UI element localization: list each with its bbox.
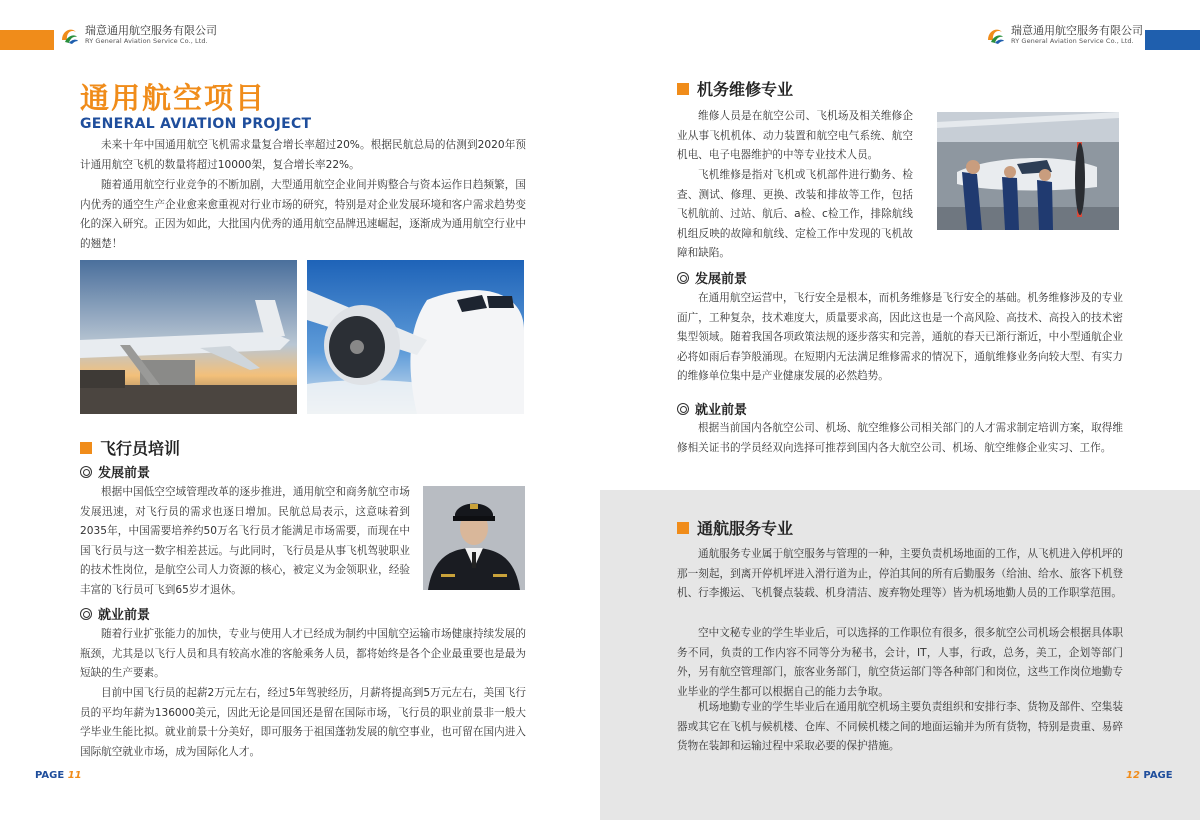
maintenance-dev-paragraph: 在通用航空运营中，飞行安全是根本，而机务维修是飞行安全的基础。机务维修涉及的专业面广，工种复杂，技术难度大，质量要求高，因此这也是一个高风险、高技术、高投入的技术密集型领域。随着我国各项政策法规的逐步落实和完善，通航的春天已渐行渐近，中小型通航企业必将如雨后春笋般涌现。在短期内无法满足维修需求的情况下，通航维修业务向较大型、有实力的维修单位集中是产业健康发展的必然趋势。	[677, 292, 1123, 383]
section-heading-service-text: 通航服务专业	[697, 519, 794, 538]
jet-engine-photo	[307, 260, 524, 414]
subheading-pilot-job	[80, 604, 150, 623]
company-name-en: RY General Aviation Service Co., Ltd.	[85, 37, 208, 45]
section-heading-service	[677, 516, 793, 539]
page-title-en: GENERAL AVIATION PROJECT	[80, 116, 312, 132]
ry-logo-icon	[984, 24, 1006, 46]
page-number-value: 12	[1126, 770, 1140, 781]
ry-logo-icon	[58, 24, 80, 46]
company-name-cn: 瑞意通用航空服务有限公司	[85, 24, 217, 37]
pilot-job-paragraph-1: 随着行业扩张能力的加快，专业与使用人才已经成为制约中国航空运输市场健康持续发展的瓶颈，尤其是以飞行人员和具有较高水准的客舱乘务人员，都将始终是各个企业最重要也是最为短缺的生产要素。	[80, 628, 526, 680]
maintenance-job-paragraph: 根据当前国内各航空公司、机场、航空维修公司相关部门的人才需求制定培训方案，取得维修相关证书的学员经双向选择可推荐到国内各大航空公司、机场、航空维修企业实习、工作。	[677, 422, 1123, 454]
square-bullet-icon	[677, 522, 689, 534]
section-heading-pilot	[80, 436, 180, 459]
subheading-maintenance-job-text: 就业前景	[695, 403, 748, 418]
maintenance-paragraph-1: 维修人员是在航空公司、飞机场及相关维修企业从事飞机机体、动力装置和航空电气系统、航空机电、电子电器维护的中等专业技术人员。	[677, 110, 913, 162]
square-bullet-icon	[80, 442, 92, 454]
service-paragraph-1: 通航服务专业属于航空服务与管理的一种，主要负责机场地面的工作，从飞机进入停机坪的那一刻起，到离开停机坪进入滑行道为止，停泊其间的所有后勤服务（给油、给水、旅客下机登机、行李搬运、飞机餐点装载、机身清洁、废弃物处理等）皆为机场地勤人员的工作职掌范围。	[677, 548, 1123, 600]
square-bullet-icon	[677, 83, 689, 95]
section-heading-maintenance-text: 机务维修专业	[697, 80, 794, 99]
page-title: 通用航空项目	[80, 81, 267, 115]
intro-paragraph-2: 随着通用航空行业竞争的不断加剧，大型通用航空企业间并购整合与资本运作日趋频繁，国内优秀的通空生产企业愈来愈重视对行业市场的研究，特别是对企业发展环境和客户需求趋势变化的深入研究。正因为如此，大批国内优秀的通用航空品牌迅速崛起，逐渐成为通用航空行业中的翘楚！	[80, 179, 526, 250]
circle-bullet-icon	[677, 403, 689, 415]
service-paragraph-3: 机场地勤专业的学生毕业后在通用航空机场主要负责组织和安排行李、货物及部件、空集装器或其它在飞机与候机楼、仓库、不同候机楼之间的地面运输并为所有货物，特别是贵重、易碎货物在装卸和运输过程中采取必要的保护措施。	[677, 701, 1123, 753]
subheading-pilot-dev	[80, 462, 150, 481]
aircraft-maintenance-photo	[937, 112, 1119, 230]
subheading-pilot-dev-text: 发展前景	[98, 466, 151, 481]
header-bar-right	[1145, 30, 1200, 50]
company-name-en: RY General Aviation Service Co., Ltd.	[1011, 37, 1134, 45]
pilot-dev-paragraph: 根据中国低空空域管理改革的逐步推进，通用航空和商务航空市场发展迅速，对飞行员的需求也逐日增加。民航总局表示，这意味着到2035年，中国需要培养约50万名飞行员才能满足市场需要，而现在中国飞行员与这一数字相差甚远。与此同时，飞行员是从事飞机驾驶职业的技术性岗位，是航空公司人力资源的核心，被定义为金领职业，经验丰富的飞行员可飞到65岁才退休。	[80, 486, 410, 596]
circle-bullet-icon	[677, 272, 689, 284]
maintenance-paragraph-2: 飞机维修是指对飞机或飞机部件进行勤务、检查、测试、修理、更换、改装和排故等工作，包括飞机航前、过站、航后、a检、c检工作，排除航线机组反映的故障和航线、定检工作中发现的飞机故障和缺陷。	[677, 169, 913, 260]
circle-bullet-icon	[80, 608, 92, 620]
pilot-job-paragraph-2: 目前中国飞行员的起薪2万元左右，经过5年驾驶经历，月薪将提高到5万元左右，美国飞行员的平均年薪为136000美元，因此无论是回国还是留在国际市场，飞行员的职业前景非一般大学毕业生能比拟。就业前景十分美好，即可服务于祖国蓬勃发展的航空事业，也可留在国内进入国际航空就业市场，成为国际化人才。	[80, 687, 526, 758]
company-logo-right	[984, 24, 1143, 46]
circle-bullet-icon	[80, 466, 92, 478]
page-number-right	[1126, 770, 1173, 781]
page-label: PAGE	[35, 770, 65, 781]
subheading-maintenance-dev	[677, 268, 747, 287]
company-name-cn: 瑞意通用航空服务有限公司	[1011, 24, 1143, 37]
company-logo-left	[58, 24, 217, 46]
service-paragraph-2: 空中文秘专业的学生毕业后，可以选择的工作职位有很多，很多航空公司机场会根据具体职务不同，负责的工作内容不同等分为秘书，会计，IT，人事，行政，总务，美工，企划等部门外，另有航空管理部门，旅客业务部门，航空货运部门等各种部门和岗位，这些工作岗位地勤专业毕业的学生都可以根据自己的能力去争取。	[677, 627, 1123, 698]
section-heading-maintenance	[677, 77, 793, 100]
page-number-left	[35, 770, 82, 781]
intro-paragraph-1: 未来十年中国通用航空飞机需求量复合增长率超过20%。根据民航总局的估测到2020年预计通用航空飞机的数量将超过10000架，复合增长率22%。	[80, 139, 526, 171]
pilot-portrait-photo	[423, 486, 525, 590]
subheading-pilot-job-text: 就业前景	[98, 608, 151, 623]
subheading-maintenance-job	[677, 399, 747, 418]
page-label: PAGE	[1143, 770, 1173, 781]
page-number-value: 11	[67, 770, 82, 781]
airplane-gate-photo	[80, 260, 297, 414]
section-heading-pilot-text: 飞行员培训	[100, 439, 181, 458]
subheading-maintenance-dev-text: 发展前景	[695, 272, 748, 287]
header-bar-left	[0, 30, 54, 50]
